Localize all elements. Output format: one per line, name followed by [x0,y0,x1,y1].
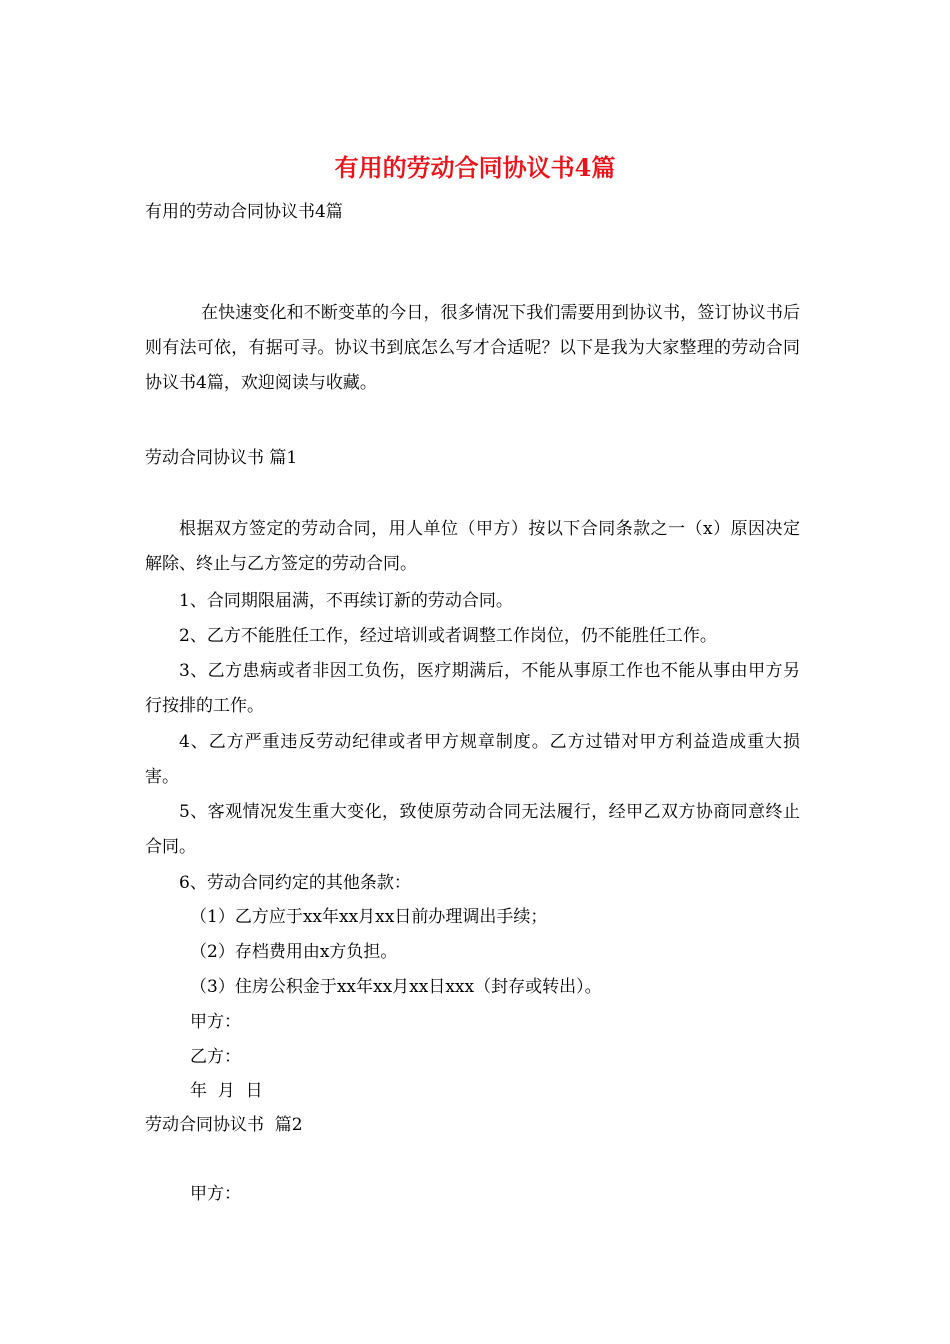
party-a-signature-label: 甲方： [190,1012,241,1032]
sub-clause-3: （3）住房公积金于xx年xx月xx日xxx（封存或转出）。 [190,977,602,997]
clause-3: 3、乙方患病或者非因工负伤，医疗期满后，不能从事原工作也不能从事由甲方另行按排的工作。 [145,661,800,716]
clause-2: 2、乙方不能胜任工作，经过培训或者调整工作岗位，仍不能胜任工作。 [179,626,717,646]
document-title: 有用的劳动合同协议书4篇 [334,153,616,182]
clause-5: 5、客观情况发生重大变化，致使原劳动合同无法履行，经甲乙双方协商同意终止合同。 [145,802,800,857]
intro-paragraph: 在快速变化和不断变革的今日，很多情况下我们需要用到协议书，签订协议书后则有法可依，有据可寻。协议书到底怎么写才合适呢？以下是我为大家整理的劳动合同协议书4篇，欢迎阅读与收藏。 [145,303,800,393]
section-2-heading: 劳动合同协议书 篇2 [145,1115,303,1135]
sub-clause-2: （2）存档费用由x方负担。 [190,942,398,962]
clause-4: 4、乙方严重违反劳动纪律或者甲方规章制度。乙方过错对甲方利益造成重大损害。 [145,732,800,787]
section-1-heading: 劳动合同协议书 篇1 [145,448,298,468]
clause-6: 6、劳动合同约定的其他条款： [179,873,411,893]
date-line: 年 月 日 [190,1081,263,1101]
party-b-signature-label: 乙方： [190,1047,241,1067]
section-2-party-a-label: 甲方： [190,1184,241,1204]
section-1-lead-paragraph: 根据双方签定的劳动合同，用人单位（甲方）按以下合同条款之一（x）原因决定解除、终止与乙方签定的劳动合同。 [145,519,800,574]
clause-1: 1、合同期限届满，不再续订新的劳动合同。 [179,591,513,611]
sub-clause-1: （1）乙方应于xx年xx月xx日前办理调出手续； [190,907,548,927]
document-subtitle: 有用的劳动合同协议书4篇 [145,202,343,222]
